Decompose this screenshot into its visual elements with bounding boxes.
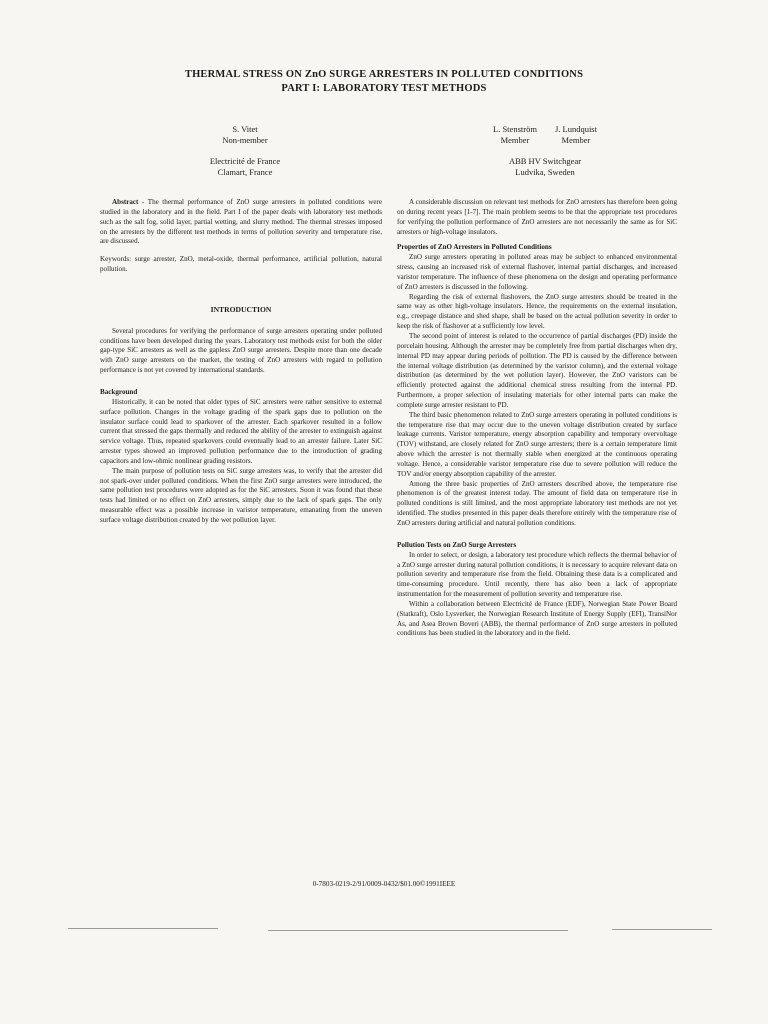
author-name: L. Stenström [493,124,537,134]
author-location: Ludvika, Sweden [515,167,575,177]
author-name: J. Lundquist [554,124,597,134]
abstract-text: - The thermal performance of ZnO surge arresters in polluted conditions were studied in the laboratory and in the field. Part I of the paper deals with laboratory test methods such as the salt fog, solid layer, partial wetting, and slurry method. The thermal stresses imposed on the arresters by the different test methods in terms of pollution severity and temperature rise, are discussed. [100,198,382,246]
author-role: Member [500,135,530,145]
properties-paragraph-4: The third basic phenomenon related to ZnO surge arresters operating in polluted conditions is the temperature rise that may occur due to the uneven voltage distribution created by surface leakage currents. Varistor temperature, energy absorption capability and temporary overvoltage (TOV) withstand, are closely related for ZnO surge arresters; there is a certain temperature limit above which the arrester is not thermally stable when energized at the continuous operating voltage. Hence, a considerable varistor temperature rise due to severe pollution will reduce the TOV and/or energy absorption capability of the arrester. [397,410,677,478]
author-location: Clamart, France [217,167,273,177]
author-affiliation: ABB HV Switchgear [508,156,582,166]
author-role: Non-member [222,135,268,145]
properties-paragraph-2: Regarding the risk of external flashovers, the ZnO surge arresters should be treated in the same way as other high-voltage insulators. Hence, the requirements on the external insulation, e.g., creepage distance and shed shape, shall be based on the actual pollution severity in order to keep the risk of flashover at a sufficiently low level. [397,292,677,331]
background-heading: Background [100,387,138,396]
properties-paragraph-5: Among the three basic properties of ZnO arresters described above, the temperature rise phenomenon is of the greatest interest today. The amount of field data on temperature rise in polluted conditions is still limited, and the most appropriate laboratory test methods are not yet identified. The studies presented in this paper deals therefore entirely with the temperature rise of ZnO arresters during artificial and natural pollution conditions. [397,479,677,527]
author-block-left [180,124,310,178]
author-name: S. Vitet [232,124,258,134]
author-block-right [470,124,620,178]
properties-heading: Properties of ZnO Arresters in Polluted Conditions [397,243,552,252]
introduction-heading: INTRODUCTION [210,304,272,314]
introduction-paragraph: Several procedures for verifying the performance of surge arresters operating under polluted conditions have been developed during the years. Laboratory test methods exist for both the older gap-type SiC arresters as well as the gapless ZnO surge arresters. Despite more than one decade with ZnO surge arresters on the market, the testing of ZnO arresters with regard to pollution performance is not yet covered by international standards. [100,326,382,375]
title-line-2: PART I: LABORATORY TEST METHODS [281,83,487,94]
pollution-tests-paragraph-2: Within a collaboration between Electricité de France (EDF), Norwegian State Power Board (Statkraft), Oslo Lysverker, the Norwegian Research Institute of Energy Supply (EFI), TransiNor As, and Asea Brown Boveri (ABB), the thermal performance of ZnO surge arresters in polluted conditions has been studied in the laboratory and in the field. [397,599,677,638]
keywords: Keywords: surge arrester, ZnO, metal-oxide, thermal performance, artificial pollution, natural pollution. [100,255,382,274]
bottom-rule-right [612,929,712,930]
paper-title [100,68,668,96]
properties-paragraph-3: The second point of interest is related to the occurrence of partial discharges (PD) inside the porcelain housing. Although the arrester may be completely free from partial discharges when dry, internal PD may appear during periods of pollution. The PD is caused by the difference between the internal voltage distribution (as determined by the varistor column), and the external voltage distribution (as determined by the wet pollution layer). However, the ZnO varistors can be efficiently protected against the additional chemical stress resulting from the internal PD. Furthermore, a proper selection of insulating materials for other internal parts can make the complete surge arrester resistant to PD. [397,331,677,409]
right-column [397,198,677,639]
abstract-label: Abstract [112,198,139,206]
title-line-1: THERMAL STRESS ON ZnO SURGE ARRESTERS IN POLLUTED CONDITIONS [184,69,584,80]
author-affiliation: Electricité de France [209,156,281,166]
bottom-rule-center [268,930,568,931]
abstract [100,198,382,247]
author-role: Member [561,135,591,145]
intro-continuation: A considerable discussion on relevant test methods for ZnO arresters has therefore been going on during recent years [1-7]. The main problem seems to be that the appropriate test procedures for verifying the pollution performance of ZnO arresters are not necessarily the same as for SiC arresters or high-voltage insulators. [397,198,677,236]
pollution-tests-paragraph-1: In order to select, or design, a laboratory test procedure which reflects the thermal behavior of a ZnO surge arrester during natural pollution conditions, it is necessary to acquire relevant data on pollution severity and temperature rise from the field. Obtaining these data is a complicated and time-consuming procedure. Until recently, there has also been a lack of appropriate instrumentation for the measurement of pollution severity and temperature rise. [397,550,677,599]
background-paragraph-1: Historically, it can be noted that older types of SiC arresters were rather sensitive to external surface pollution. Changes in the voltage grading of the spark gaps due to pollution on the insulator surface could lead to sparkover of the arrester. Each sparkover resulted in a follow current that stressed the gaps thermally and reduced the ability of the arrester to extinguish against service voltage. Thus, repeated sparkovers could eventually lead to an arrester failure. Later SiC arrester types showed an improved pollution performance due to the introduction of grading capacitors and low-ohmic nonlinear grading resistors. [100,397,382,465]
properties-paragraph-1: ZnO surge arresters operating in polluted areas may be subject to enhanced environmental stress, causing an increased risk of external flashover, internal partial discharges, and increased varistor temperature. The influence of these phenomena on the design and operating performance of ZnO arresters is discussed in the following. [397,253,677,291]
copyright-footer: 0-7803-0219-2/91/0009-0432/$01.00©1991IEEE [312,880,456,888]
left-column [100,198,382,526]
pollution-tests-heading: Pollution Tests on ZnO Surge Arresters [397,540,517,549]
bottom-rule-left [68,928,218,929]
background-paragraph-2: The main purpose of pollution tests on SiC surge arresters was, to verify that the arrester did not spark-over under polluted conditions. When the first ZnO surge arresters were introduced, the same pollution test procedures were adopted as for the SiC arresters. Soon it was found that these tests had limited or no effect on ZnO arresters, simply due to the lack of spark gaps. The only measurable effect was a possible increase in varistor temperature, emanating from the uneven surface voltage distribution created by the wet pollution layer. [100,466,382,524]
